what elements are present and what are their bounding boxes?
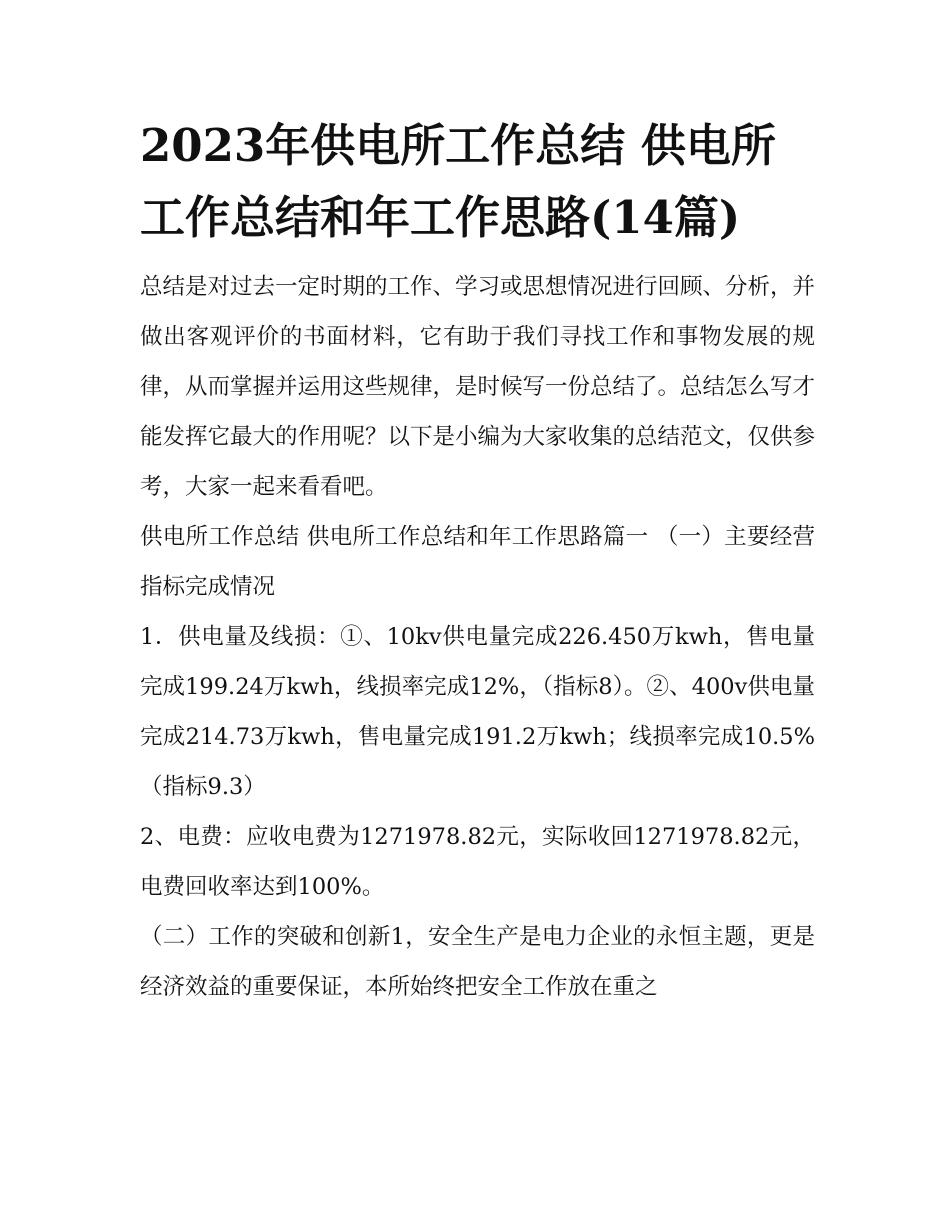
breakthrough-paragraph: （二）工作的突破和创新1，安全生产是电力企业的永恒主题，更是经济效益的重要保证，本所始终把安全工作放在重之 bbox=[140, 924, 815, 1000]
document-body bbox=[140, 262, 815, 1012]
section-heading-paragraph: 供电所工作总结 供电所工作总结和年工作思路篇一 （一）主要经营指标完成情况 bbox=[140, 524, 815, 600]
intro-paragraph: 总结是对过去一定时期的工作、学习或思想情况进行回顾、分析，并做出客观评价的书面材料，它有助于我们寻找工作和事物发展的规律，从而掌握并运用这些规律，是时候写一份总结了。总结怎么写才能发挥它最大的作用呢？以下是小编为大家收集的总结范文，仅供参考，大家一起来看看吧。 bbox=[140, 274, 816, 500]
power-supply-paragraph: 1．供电量及线损：①、10kv供电量完成226.450万kwh，售电量完成199.24万kwh，线损率完成12%，（指标8）。②、400v供电量完成214.73万kwh，售电量完成191.2万kwh；线损率完成10.5%（指标9.3） bbox=[140, 624, 815, 800]
electricity-fee-paragraph: 2、电费：应收电费为1271978.82元，实际收回1271978.82元，电费回收率达到100%。 bbox=[140, 824, 815, 900]
document-page bbox=[140, 110, 815, 1012]
document-title: 2023年供电所工作总结 供电所工作总结和年工作思路(14篇) bbox=[140, 119, 776, 244]
